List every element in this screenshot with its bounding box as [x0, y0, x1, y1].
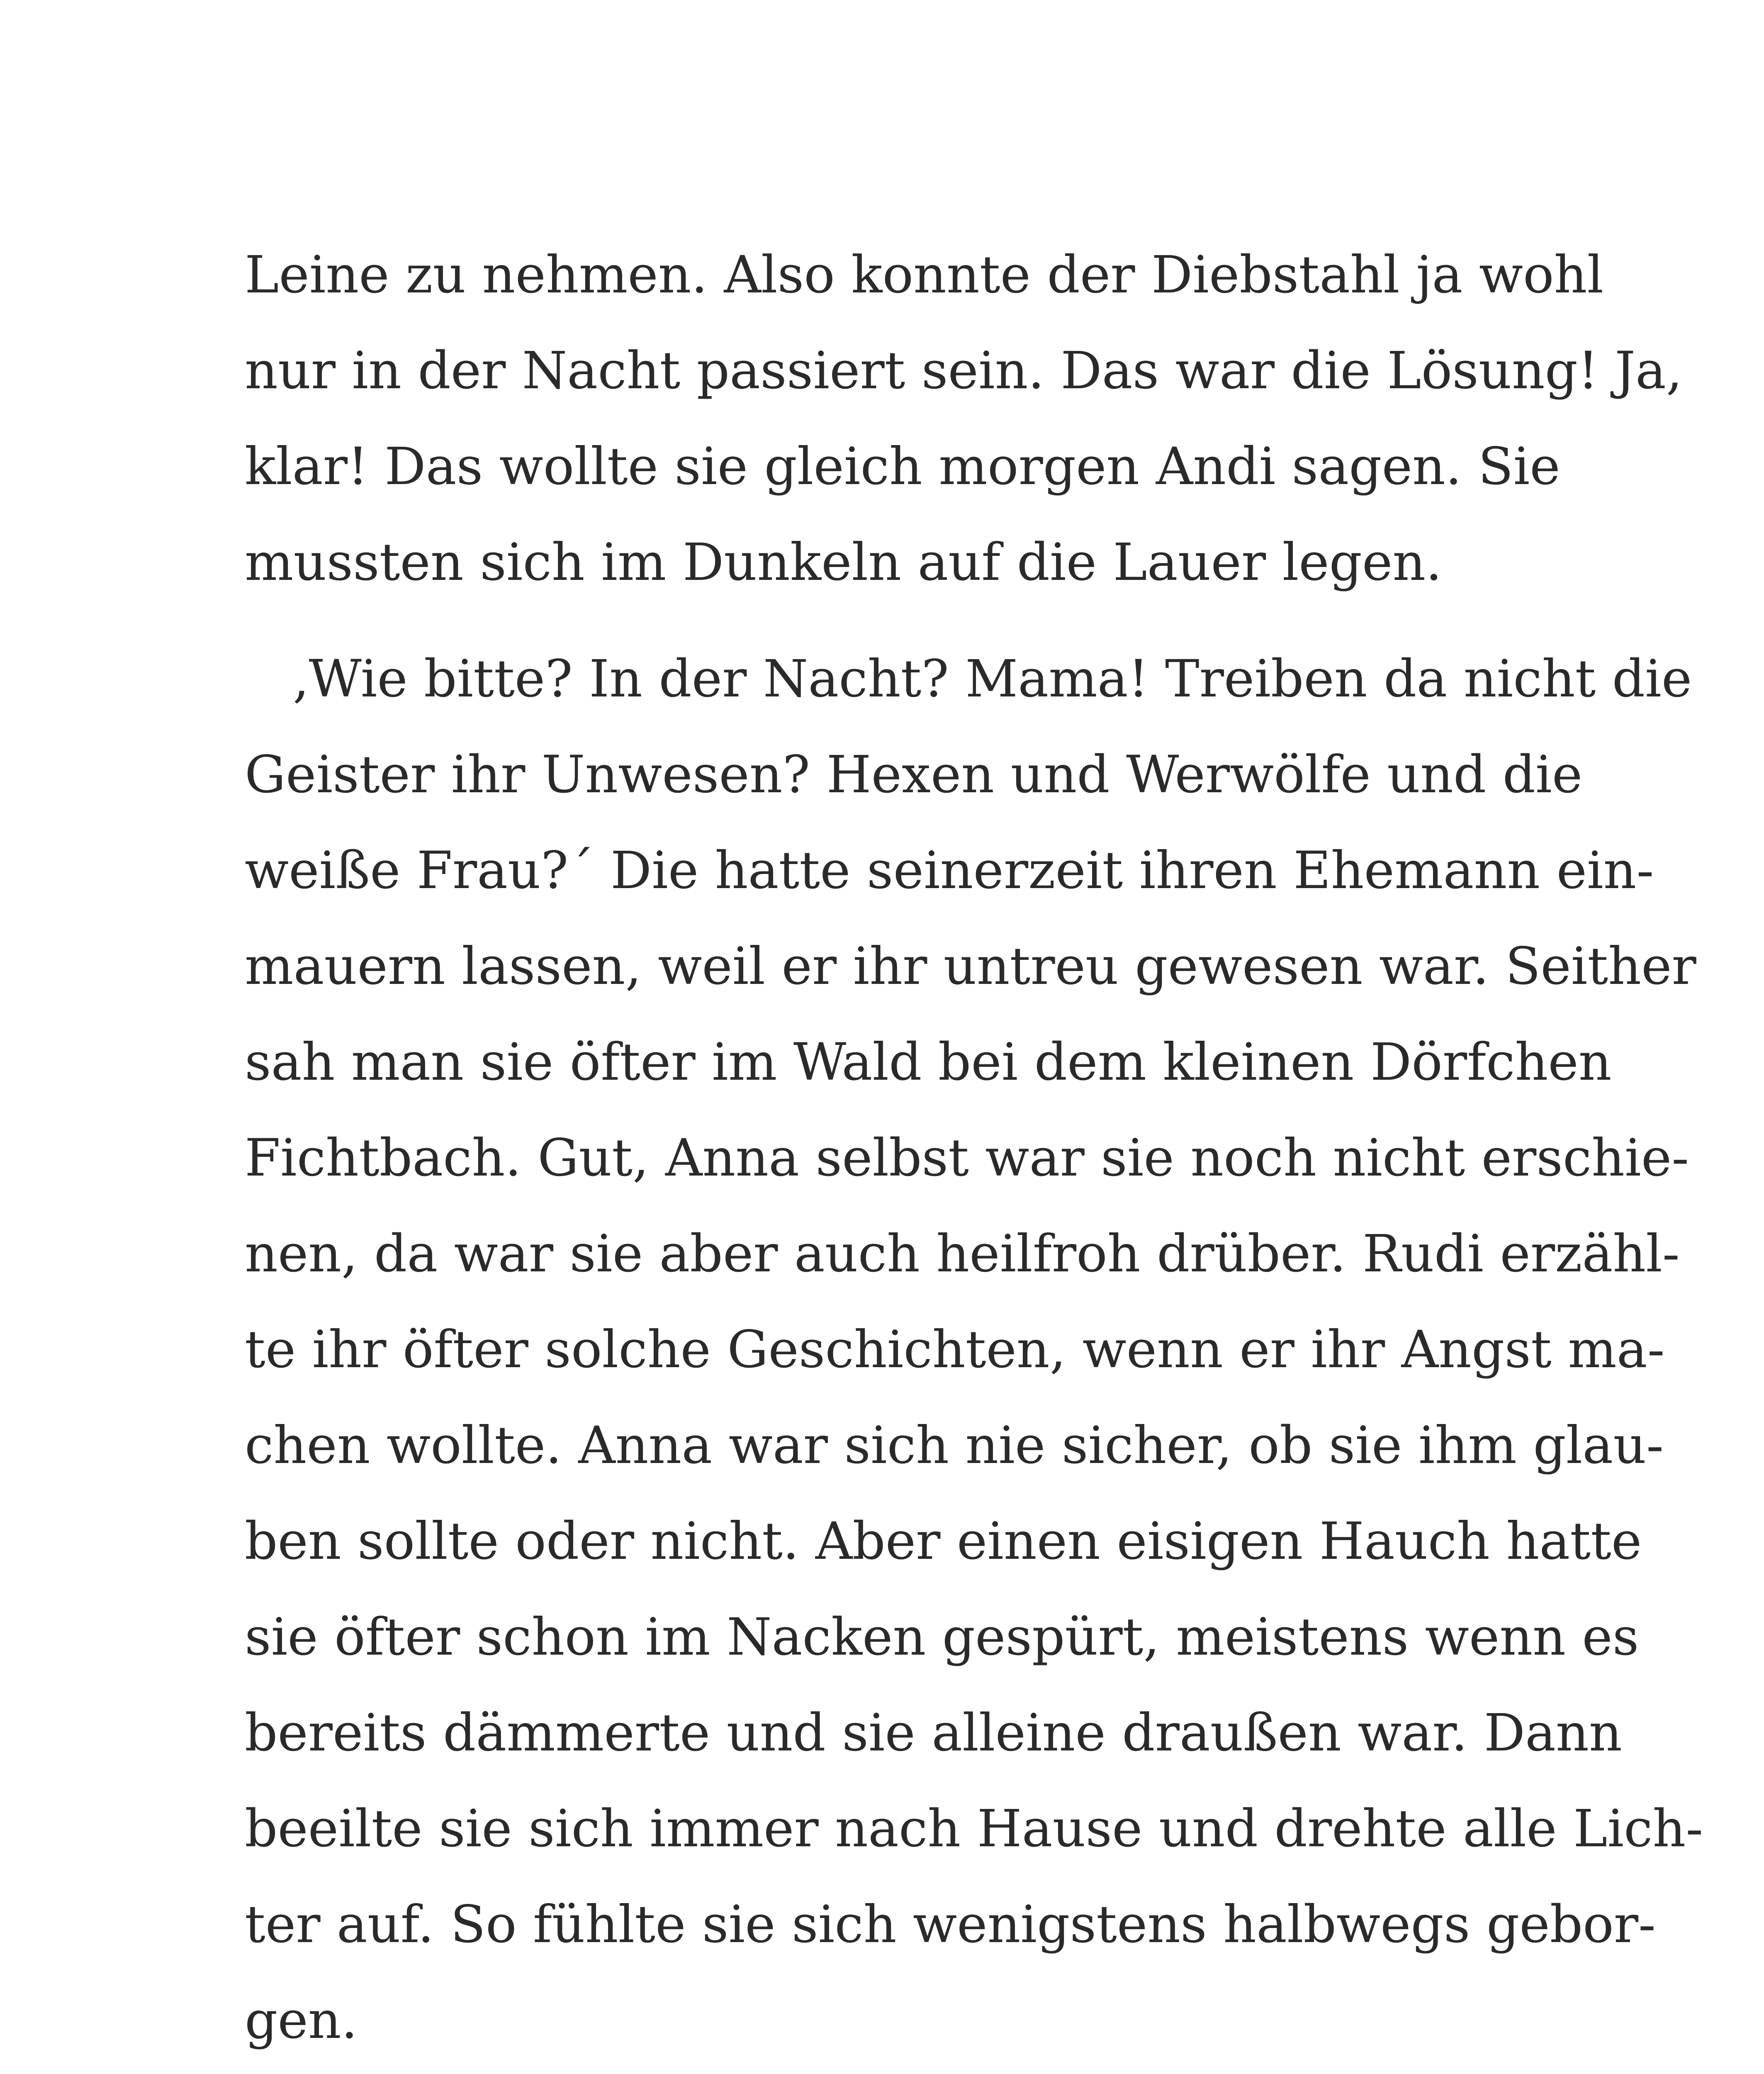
paragraph-spacer	[245, 611, 1510, 631]
text-line: mussten sich im Dunkeln auf die Lauer legen.	[245, 533, 1442, 592]
text-line: ter auf. So fühlte sie sich wenigstens halbwegs gebor-	[245, 1895, 1656, 1955]
text-line: ‚Wie bitte? In der Nacht? Mama! Treiben da nicht die	[292, 649, 1692, 709]
text-line: mauern lassen, weil er ihr untreu gewesen war. Seither	[245, 937, 1696, 996]
text-line: sah man sie öfter im Wald bei dem kleinen Dörfchen	[245, 1032, 1612, 1092]
text-line: ben sollte oder nicht. Aber einen eisigen Hauch hatte	[245, 1512, 1642, 1571]
text-line: bereits dämmerte und sie alleine draußen war. Dann	[245, 1703, 1622, 1763]
paragraph-2	[245, 631, 1703, 2069]
text-line: Geister ihr Unwesen? Hexen und Werwölfe und die	[245, 745, 1583, 805]
body-text	[245, 227, 1703, 2069]
text-line: sie öfter schon im Nacken gespürt, meistens wenn es	[245, 1607, 1639, 1667]
text-line: Fichtbach. Gut, Anna selbst war sie noch nicht erschie-	[245, 1128, 1689, 1188]
text-line: nur in der Nacht passiert sein. Das war die Lösung! Ja,	[245, 341, 1683, 401]
text-line: nen, da war sie aber auch heilfroh drüber. Rudi erzähl-	[245, 1224, 1680, 1284]
paragraph-1	[245, 227, 1683, 611]
text-line: te ihr öfter solche Geschichten, wenn er ihr Angst ma-	[245, 1320, 1665, 1380]
text-line: chen wollte. Anna war sich nie sicher, ob sie ihm glau-	[245, 1416, 1664, 1475]
text-line: gen.	[245, 1991, 358, 2050]
text-line: Leine zu nehmen. Also konnte der Diebstahl ja wohl	[245, 245, 1604, 305]
text-line: klar! Das wollte sie gleich morgen Andi sagen. Sie	[245, 437, 1560, 497]
text-line: weiße Frau?´ Die hatte seinerzeit ihren Ehemann ein-	[245, 841, 1654, 901]
text-line: beeilte sie sich immer nach Hause und drehte alle Lich-	[245, 1799, 1703, 1859]
